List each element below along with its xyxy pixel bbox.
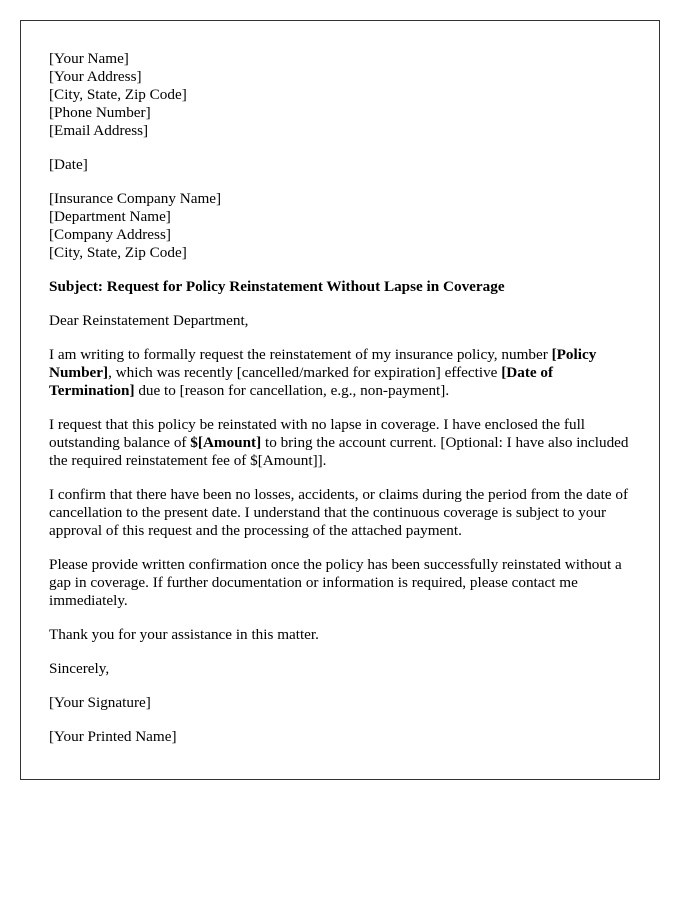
paragraph-confirmation-request: Please provide written confirmation once the policy has been successfully reinstated without a gap in coverage. If further documentation or information is required, please contact me immediately. bbox=[49, 556, 622, 609]
subject-line bbox=[49, 278, 631, 296]
recipient-department: [Department Name] bbox=[49, 208, 171, 225]
sender-email: [Email Address] bbox=[49, 122, 149, 139]
sender-name: [Your Name] bbox=[49, 50, 129, 67]
para1-text-3: due to [reason for cancellation, e.g., non-payment]. bbox=[134, 382, 450, 399]
sender-address: [Your Address] bbox=[49, 68, 142, 85]
paragraph-thanks: Thank you for your assistance in this matter. bbox=[49, 626, 319, 643]
recipient-address: [Company Address] bbox=[49, 226, 171, 243]
para1-text-2: , which was recently [cancelled/marked for expiration] effective bbox=[108, 364, 502, 381]
sender-block bbox=[49, 50, 631, 140]
sender-city-state-zip: [City, State, Zip Code] bbox=[49, 86, 187, 103]
closing: Sincerely, bbox=[49, 660, 110, 677]
signature: [Your Signature] bbox=[49, 694, 151, 711]
printed-name: [Your Printed Name] bbox=[49, 728, 177, 745]
letter-page bbox=[20, 20, 660, 780]
sender-phone: [Phone Number] bbox=[49, 104, 151, 121]
letter-date: [Date] bbox=[49, 156, 88, 173]
balance-amount: $[Amount] bbox=[190, 434, 262, 451]
recipient-block bbox=[49, 190, 631, 262]
paragraph-payment bbox=[49, 416, 631, 470]
para2-text-1: I request that this policy be reinstated with no lapse in coverage. I have enclosed the full outstanding balance of bbox=[49, 416, 586, 451]
para1-text-1: I am writing to formally request the reinstatement of my insurance policy, number bbox=[49, 346, 552, 363]
recipient-city-state-zip: [City, State, Zip Code] bbox=[49, 244, 187, 261]
para2-text-2: to bring the account current. [Optional: I have also included the required reinstatement fee of $[Amount]]. bbox=[49, 434, 629, 469]
termination-date: [Date of Termination] bbox=[49, 364, 554, 399]
paragraph-no-claims: I confirm that there have been no losses, accidents, or claims during the period from the date of cancellation to the present date. I understand that the continuous coverage is subject to your approval of this request and the processing of the attached payment. bbox=[49, 486, 629, 539]
subject-text: Subject: Request for Policy Reinstatement Without Lapse in Coverage bbox=[49, 278, 505, 295]
paragraph-policy-details bbox=[49, 346, 631, 400]
recipient-company: [Insurance Company Name] bbox=[49, 190, 222, 207]
policy-number: [Policy Number] bbox=[49, 346, 597, 381]
salutation: Dear Reinstatement Department, bbox=[49, 312, 249, 329]
